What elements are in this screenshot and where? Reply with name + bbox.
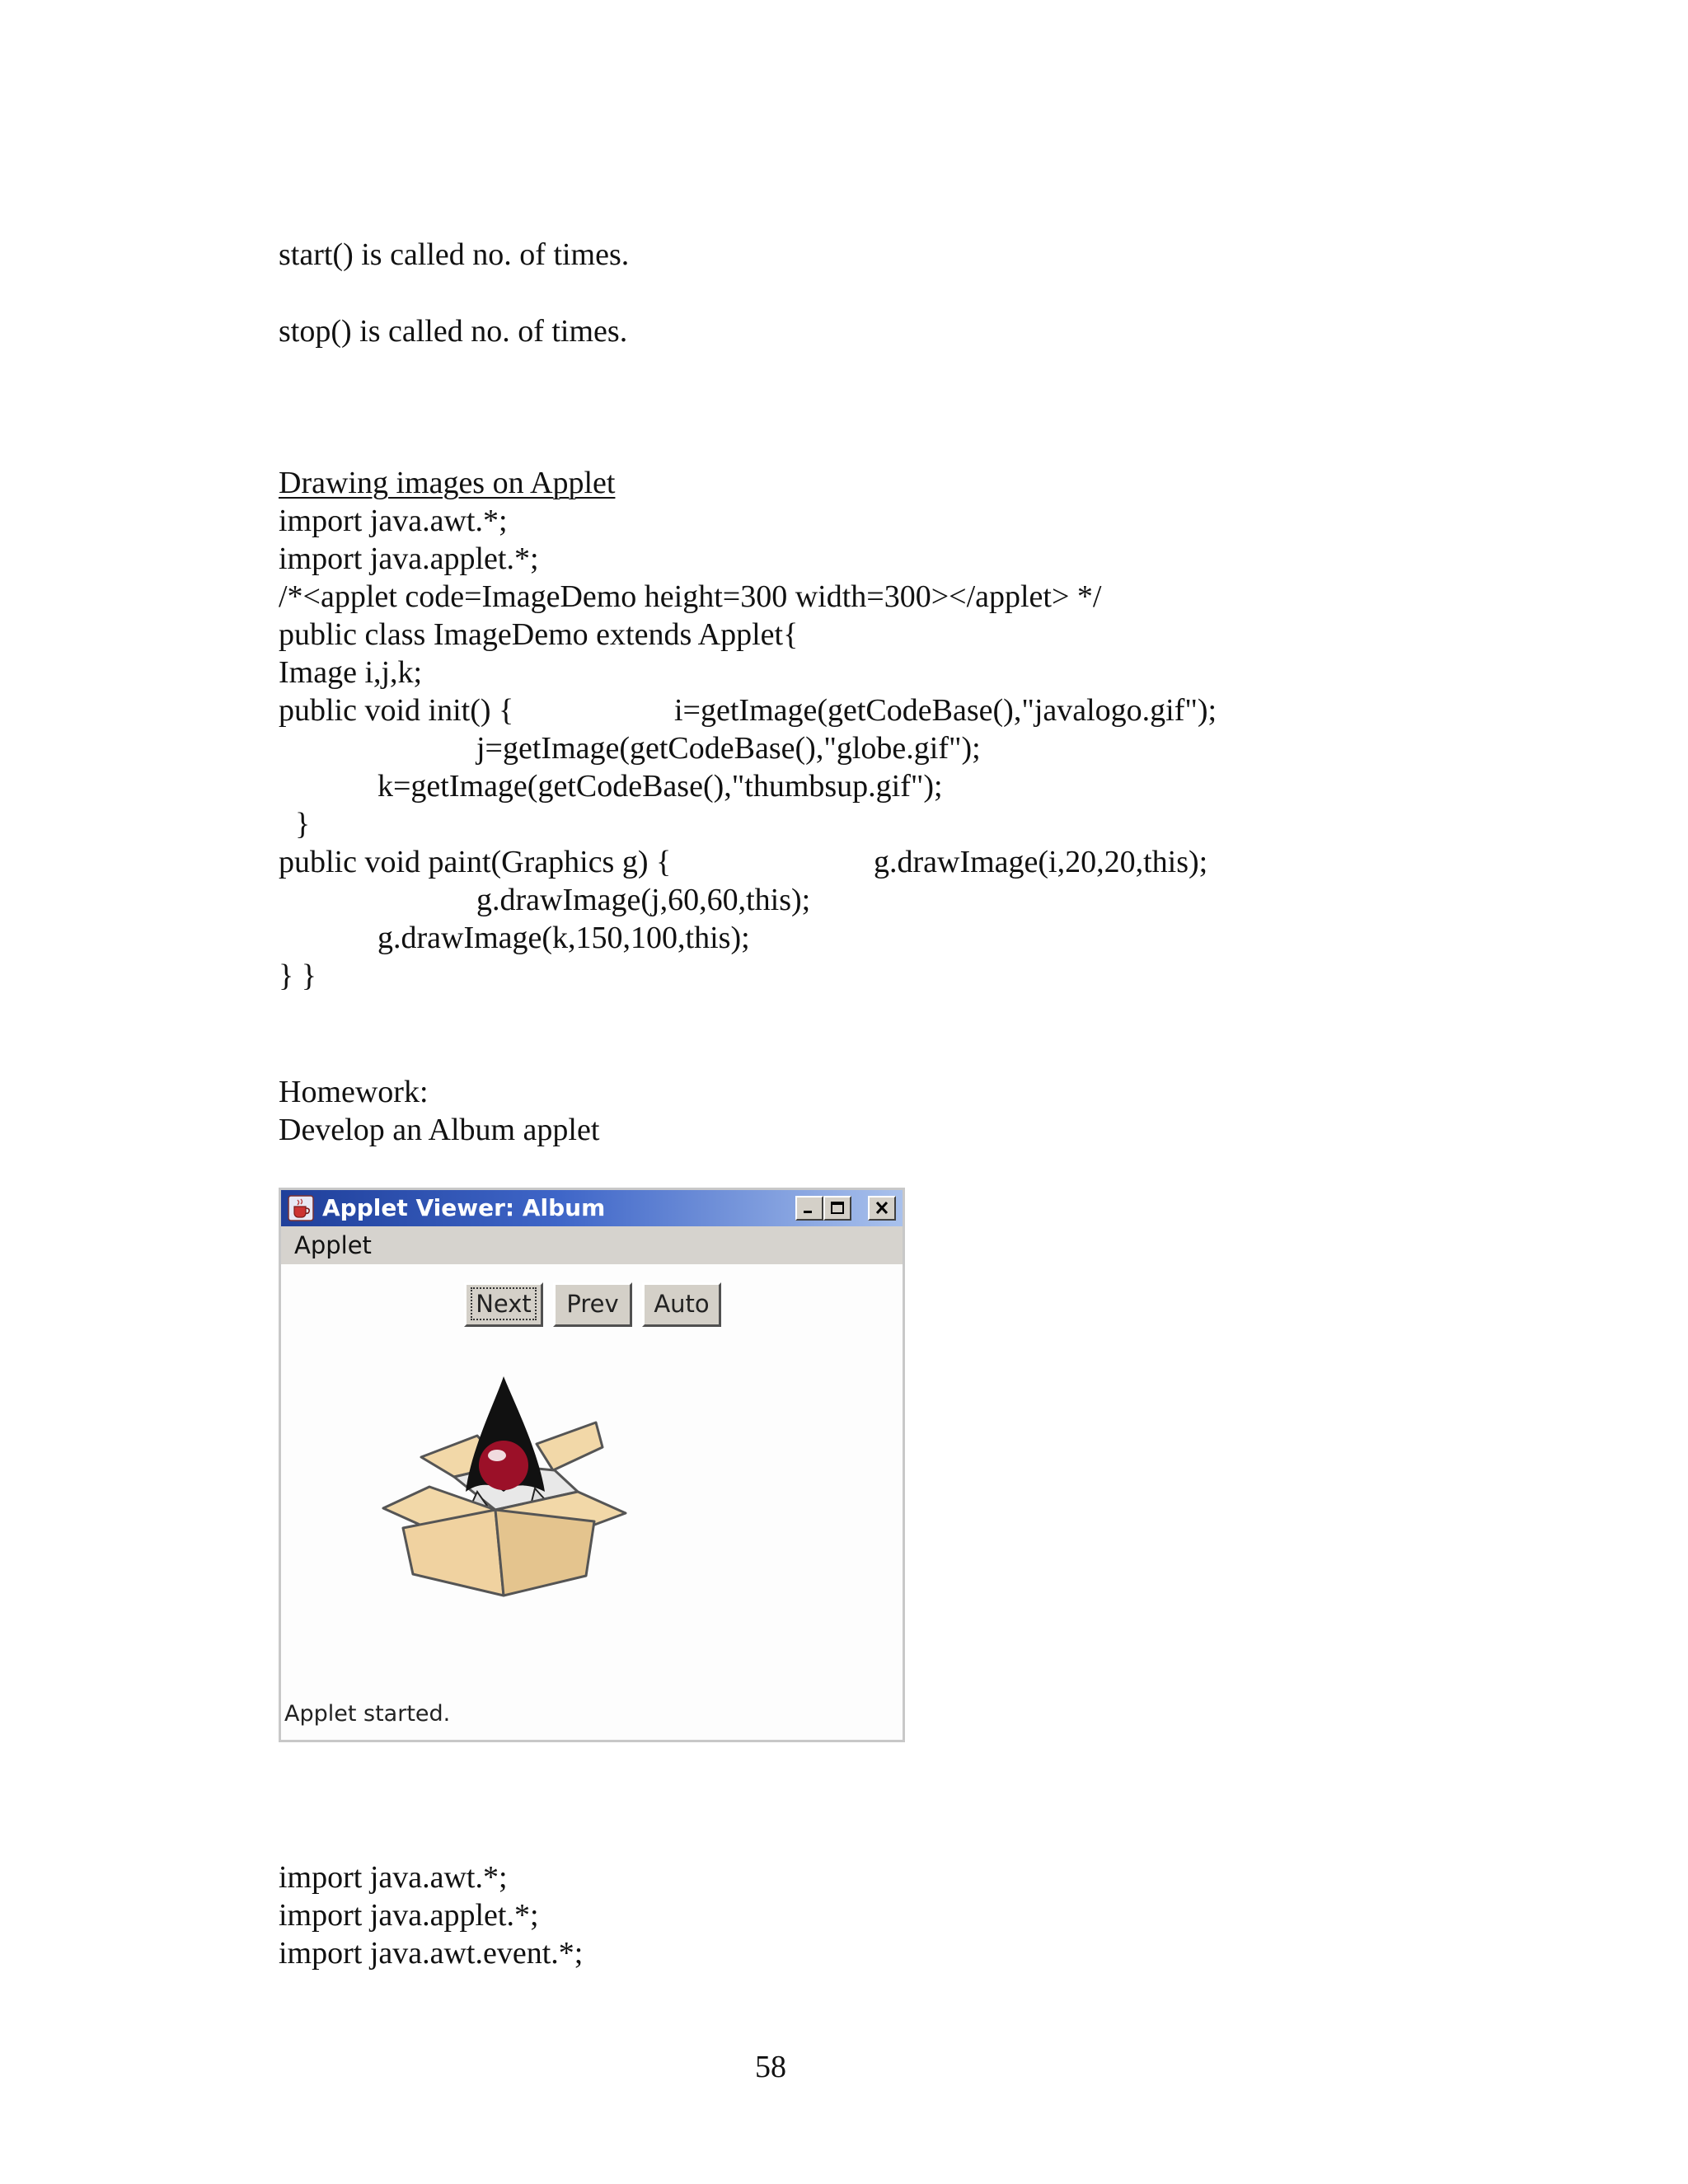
code-line: Image i,j,k;: [279, 655, 423, 690]
close-button[interactable]: [868, 1196, 896, 1221]
code-line: g.drawImage(k,150,100,this);: [377, 921, 750, 955]
auto-button[interactable]: [642, 1282, 721, 1327]
duke-in-box-image: [380, 1368, 644, 1607]
menu-applet[interactable]: Applet: [294, 1231, 372, 1259]
window-title: Applet Viewer: Album: [322, 1194, 606, 1221]
next-button[interactable]: [464, 1282, 543, 1327]
code-line: k=getImage(getCodeBase(),"thumbsup.gif");: [377, 769, 943, 804]
code-line: j=getImage(getCodeBase(),"globe.gif");: [476, 731, 981, 766]
page-number: 58: [755, 2050, 786, 2084]
maximize-icon: [829, 1201, 846, 1216]
code-line: }: [295, 807, 311, 841]
maximize-button[interactable]: [823, 1196, 851, 1221]
text-stop-called: stop() is called no. of times.: [279, 314, 628, 349]
code-line: import java.applet.*;: [279, 1898, 539, 1933]
prev-button-label: Prev: [566, 1290, 619, 1318]
minimize-button[interactable]: [795, 1196, 823, 1221]
code-line: g.drawImage(j,60,60,this);: [476, 883, 811, 917]
code-line: public void paint(Graphics g) {: [279, 845, 672, 879]
code-line: /*<applet code=ImageDemo height=300 width=300></applet> */: [279, 579, 1102, 614]
code-line: public class ImageDemo extends Applet{: [279, 617, 799, 652]
prev-button[interactable]: [553, 1282, 632, 1327]
status-bar-text: Applet started.: [284, 1701, 451, 1727]
auto-button-label: Auto: [654, 1290, 710, 1318]
code-line: i=getImage(getCodeBase(),"javalogo.gif");: [674, 693, 1217, 728]
code-line: import java.awt.*;: [279, 1860, 508, 1895]
close-icon: [874, 1201, 890, 1216]
text-start-called: start() is called no. of times.: [279, 237, 630, 272]
code-line: import java.awt.event.*;: [279, 1936, 584, 1971]
minimize-icon: [801, 1201, 818, 1216]
applet-viewer-window: [279, 1188, 905, 1742]
homework-text: Develop an Album applet: [279, 1113, 600, 1147]
code-line: public void init() {: [279, 693, 514, 728]
homework-label: Homework:: [279, 1075, 429, 1109]
code-line: } }: [279, 958, 316, 993]
java-cup-icon: [288, 1195, 314, 1221]
window-titlebar: [281, 1190, 903, 1226]
code-line: import java.applet.*;: [279, 541, 539, 576]
code-line: import java.awt.*;: [279, 504, 508, 538]
next-button-label: Next: [473, 1290, 534, 1318]
code-line: g.drawImage(i,20,20,this);: [874, 845, 1208, 879]
menu-bar: [281, 1226, 903, 1264]
section-heading: Drawing images on Applet: [279, 466, 616, 500]
